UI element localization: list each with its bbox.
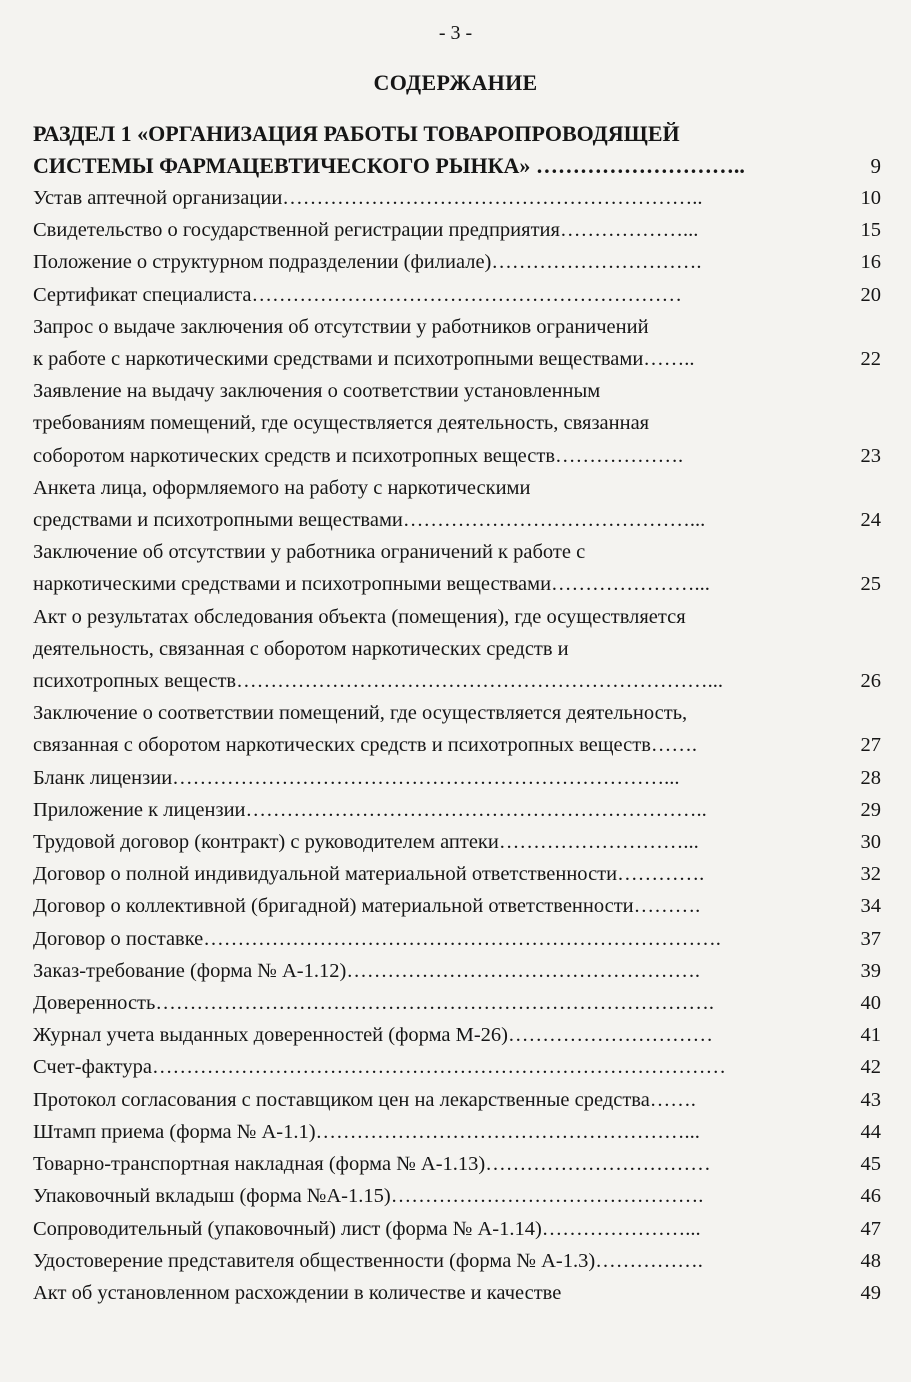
toc-section bbox=[33, 118, 883, 182]
toc-entry-title: деятельность, связанная с оборотом наркотических средств и bbox=[33, 637, 569, 660]
toc-entry bbox=[33, 246, 883, 278]
toc-page-ref: 39 bbox=[860, 959, 881, 982]
toc-entry bbox=[33, 1084, 883, 1116]
page-number: - 3 - bbox=[438, 22, 473, 44]
toc-page-ref: 20 bbox=[860, 283, 881, 306]
toc-entry-title: Договор о поставке…………………………………………………………………. bbox=[33, 927, 721, 950]
toc-entry-title: соборотом наркотических средств и психотропных веществ………………. bbox=[33, 444, 684, 467]
toc-page-ref: 16 bbox=[860, 251, 881, 274]
toc-entry-title: Журнал учета выданных доверенностей (форма М-26)………………………… bbox=[33, 1024, 714, 1047]
toc-entry-title: средствами и психотропными веществами……………………………………... bbox=[33, 509, 706, 532]
toc-page-ref: 27 bbox=[860, 734, 881, 757]
toc-entry bbox=[33, 375, 883, 472]
toc-entry-title: наркотическими средствами и психотропными веществами…………………... bbox=[33, 573, 710, 596]
toc-entry bbox=[33, 826, 883, 858]
toc-entry bbox=[33, 923, 883, 955]
toc-page-ref: 25 bbox=[860, 573, 881, 596]
toc-page-ref: 44 bbox=[860, 1120, 881, 1143]
toc-entry bbox=[33, 1148, 883, 1180]
toc-entry-title: Трудовой договор (контракт) с руководителем аптеки………………………... bbox=[33, 831, 699, 854]
toc-entry-title: Анкета лица, оформляемого на работу с наркотическими bbox=[33, 476, 531, 499]
toc-entry bbox=[33, 890, 883, 922]
toc-page-ref: 32 bbox=[860, 863, 881, 886]
toc-entry-title: к работе с наркотическими средствами и психотропными веществами…….. bbox=[33, 348, 695, 371]
toc-page-ref: 40 bbox=[860, 992, 881, 1015]
toc-entry bbox=[33, 762, 883, 794]
toc-page-ref: 37 bbox=[860, 927, 881, 950]
toc-entry-title: Свидетельство о государственной регистрации предприятия………………... bbox=[33, 219, 699, 242]
toc-entry-title: Упаковочный вкладыш (форма №А-1.15)………………………………………. bbox=[33, 1185, 704, 1208]
toc-entry-title: Протокол согласования с поставщиком цен на лекарственные средства……. bbox=[33, 1088, 696, 1111]
toc-entry bbox=[33, 1019, 883, 1051]
toc-page-ref: 29 bbox=[860, 798, 881, 821]
toc-entry bbox=[33, 279, 883, 311]
toc-page-ref: 22 bbox=[860, 348, 881, 371]
toc-entry-title: Штамп приема (форма № А-1.1)………………………………………………... bbox=[33, 1120, 700, 1143]
toc-page-ref: 26 bbox=[860, 670, 881, 693]
toc-entry-title: Сертификат специалиста……………………………………………………… bbox=[33, 283, 682, 306]
toc-entry-title: Товарно-транспортная накладная (форма № А-1.13)…………………………… bbox=[33, 1153, 711, 1176]
toc-entry-title: Счет-фактура………………………………………………………………………… bbox=[33, 1056, 726, 1079]
toc-section-line: СИСТЕМЫ ФАРМАЦЕВТИЧЕСКОГО РЫНКА» ……………………….. bbox=[33, 153, 745, 178]
toc-entry bbox=[33, 182, 883, 214]
toc-entry bbox=[33, 214, 883, 246]
table-of-contents bbox=[33, 118, 883, 1309]
toc-entry-title: Заявление на выдачу заключения о соответствии установленным bbox=[33, 380, 601, 403]
toc-entry bbox=[33, 1116, 883, 1148]
toc-entry-title: Сопроводительный (упаковочный) лист (форма № А-1.14)…………………... bbox=[33, 1217, 701, 1240]
toc-page-ref: 10 bbox=[860, 187, 881, 209]
toc-page-ref: 30 bbox=[860, 831, 881, 854]
toc-page-ref: 45 bbox=[860, 1153, 881, 1176]
toc-entry bbox=[33, 987, 883, 1019]
toc-page-ref: 24 bbox=[860, 509, 881, 532]
toc-entry bbox=[33, 1213, 883, 1245]
toc-page-ref: 41 bbox=[860, 1024, 881, 1047]
toc-entry-title: Договор о полной индивидуальной материальной ответственности…………. bbox=[33, 863, 705, 886]
toc-page-ref: 28 bbox=[860, 766, 881, 789]
toc-entry-title: требованиям помещений, где осуществляется деятельность, связанная bbox=[33, 412, 650, 435]
toc-page-ref: 48 bbox=[860, 1249, 881, 1272]
toc-entry-title: Бланк лицензии………………………………………………………………... bbox=[33, 766, 680, 789]
toc-entry bbox=[33, 858, 883, 890]
toc-entry bbox=[33, 1051, 883, 1083]
toc-page-ref: 15 bbox=[860, 219, 881, 242]
toc-entry bbox=[33, 536, 883, 600]
toc-entry bbox=[33, 697, 883, 761]
toc-entry bbox=[33, 1277, 883, 1309]
toc-entry-title: Заключение о соответствии помещений, где осуществляется деятельность, bbox=[33, 702, 688, 725]
toc-entry bbox=[33, 601, 883, 698]
toc-entry-title: связанная с оборотом наркотических средств и психотропных веществ……. bbox=[33, 734, 697, 757]
toc-entry-title: Доверенность………………………………………………………………………. bbox=[33, 992, 714, 1015]
toc-page-ref: 23 bbox=[860, 444, 881, 467]
toc-entry-title: Запрос о выдаче заключения об отсутствии у работников ограничений bbox=[33, 315, 649, 338]
toc-entry bbox=[33, 1180, 883, 1212]
toc-page-ref: 34 bbox=[860, 895, 881, 918]
toc-entry-title: психотропных веществ……………………………………………………………... bbox=[33, 670, 723, 693]
toc-page-ref: 9 bbox=[870, 154, 881, 178]
toc-entry bbox=[33, 794, 883, 826]
toc-entry-title: Положение о структурном подразделении (филиале)…………………………. bbox=[33, 251, 702, 274]
toc-section-line: РАЗДЕЛ 1 «ОРГАНИЗАЦИЯ РАБОТЫ ТОВАРОПРОВОДЯЩЕЙ bbox=[33, 121, 680, 146]
toc-entry-title: Акт о результатах обследования объекта (помещения), где осуществляется bbox=[33, 605, 686, 628]
toc-entry bbox=[33, 472, 883, 536]
toc-entry-title: Договор о коллективной (бригадной) материальной ответственности………. bbox=[33, 895, 701, 918]
toc-page-ref: 47 bbox=[860, 1217, 881, 1240]
contents-heading: СОДЕРЖАНИЕ bbox=[373, 70, 538, 95]
toc-entry bbox=[33, 311, 883, 375]
toc-entry-title: Устав аптечной организации…………………………………………………….. bbox=[33, 187, 703, 209]
toc-entry-title: Удостоверение представителя общественности (форма № А-1.3)……………. bbox=[33, 1249, 703, 1272]
toc-entry-title: Акт об установленном расхождении в количестве и качестве bbox=[33, 1281, 562, 1304]
toc-entry bbox=[33, 1245, 883, 1277]
toc-page-ref: 43 bbox=[860, 1088, 881, 1111]
toc-page-ref: 42 bbox=[860, 1056, 881, 1079]
toc-page-ref: 46 bbox=[860, 1185, 881, 1208]
toc-entry bbox=[33, 955, 883, 987]
toc-entry-title: Заключение об отсутствии у работника ограничений к работе с bbox=[33, 541, 586, 564]
toc-entry-title: Заказ-требование (форма № А-1.12)……………………………………………. bbox=[33, 959, 700, 982]
toc-entry-title: Приложение к лицензии………………………………………………………….. bbox=[33, 798, 707, 821]
toc-page-ref: 49 bbox=[860, 1281, 881, 1304]
